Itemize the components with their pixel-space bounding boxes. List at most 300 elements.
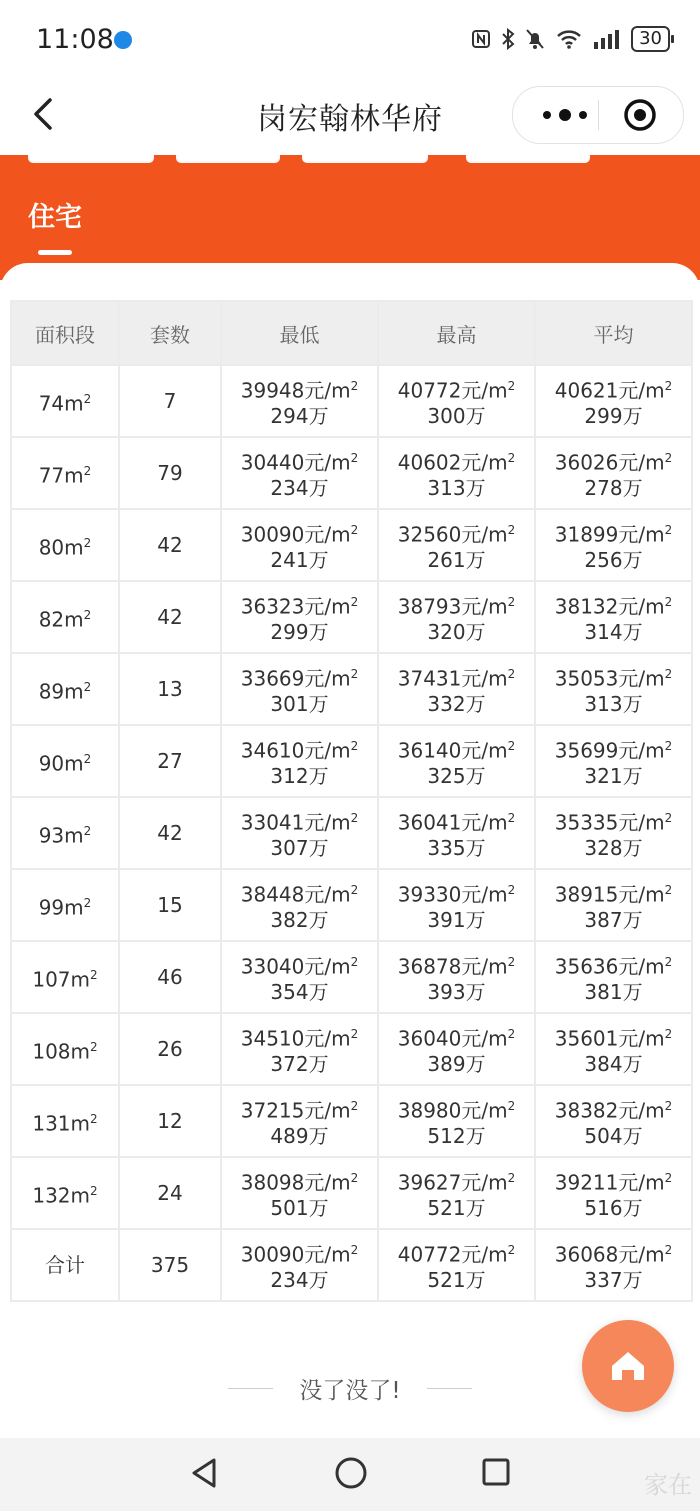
cell-high bbox=[378, 869, 535, 941]
total-price: 294万 bbox=[270, 404, 329, 429]
area-unit: m bbox=[64, 535, 84, 560]
unit-price bbox=[379, 445, 534, 476]
unit-exponent: 2 bbox=[664, 1026, 673, 1041]
cell-high bbox=[378, 437, 535, 509]
total-price: 382万 bbox=[270, 908, 329, 933]
cell-avg bbox=[535, 581, 692, 653]
unit-exponent: 2 bbox=[507, 450, 516, 465]
category-header bbox=[0, 155, 700, 280]
total-price: 241万 bbox=[270, 548, 329, 573]
unit-price bbox=[222, 1237, 377, 1268]
cell-area bbox=[11, 581, 119, 653]
unit-price bbox=[379, 1021, 534, 1052]
unit-price-value: 38132元/m bbox=[554, 594, 665, 619]
battery-indicator: 30 bbox=[631, 26, 670, 52]
header-lowest: 最低 bbox=[221, 301, 378, 365]
cell-avg bbox=[535, 365, 692, 437]
unit-price-value: 31899元/m bbox=[554, 522, 665, 547]
cell-area bbox=[11, 725, 119, 797]
capsule-divider bbox=[598, 100, 599, 130]
unit-price-value: 36068元/m bbox=[554, 1242, 665, 1267]
unit-exponent: 2 bbox=[664, 522, 673, 537]
area-unit: m bbox=[64, 751, 84, 776]
area-value: 80 bbox=[38, 535, 65, 560]
total-price: 512万 bbox=[427, 1124, 486, 1149]
unit-exponent: 2 bbox=[350, 1098, 359, 1113]
unit-price-value: 36041元/m bbox=[397, 810, 508, 835]
cell-high bbox=[378, 1229, 535, 1301]
unit-exponent: 2 bbox=[350, 954, 359, 969]
total-price: 299万 bbox=[584, 404, 643, 429]
area-unit-exponent: 2 bbox=[90, 1183, 98, 1198]
area-unit-exponent: 2 bbox=[83, 895, 92, 910]
unit-exponent: 2 bbox=[507, 666, 516, 681]
unit-price-value: 36026元/m bbox=[554, 450, 665, 475]
total-price: 300万 bbox=[427, 404, 486, 429]
cell-low bbox=[221, 869, 378, 941]
target-icon[interactable] bbox=[623, 98, 657, 132]
total-price: 234万 bbox=[270, 1268, 329, 1293]
unit-exponent: 2 bbox=[664, 738, 673, 753]
cell-low bbox=[221, 797, 378, 869]
cell-avg bbox=[535, 509, 692, 581]
table-row bbox=[11, 941, 692, 1013]
unit-price-value: 35601元/m bbox=[554, 1026, 665, 1051]
unit-price-value: 35335元/m bbox=[554, 810, 665, 835]
cell-count: 15 bbox=[119, 869, 221, 941]
system-navigation-bar bbox=[0, 1438, 700, 1511]
unit-exponent: 2 bbox=[664, 1242, 673, 1257]
unit-price-value: 33040元/m bbox=[240, 954, 351, 979]
unit-price bbox=[536, 877, 691, 908]
unit-price-value: 35053元/m bbox=[554, 666, 665, 691]
unit-price-value: 37215元/m bbox=[240, 1098, 351, 1123]
cell-low bbox=[221, 1157, 378, 1229]
unit-exponent: 2 bbox=[350, 738, 359, 753]
table-row bbox=[11, 725, 692, 797]
unit-price-value: 32560元/m bbox=[397, 522, 508, 547]
unit-exponent: 2 bbox=[664, 594, 673, 609]
total-price: 372万 bbox=[270, 1052, 329, 1077]
header-average: 平均 bbox=[535, 301, 692, 365]
unit-price bbox=[536, 1021, 691, 1052]
unit-price bbox=[379, 661, 534, 692]
cell-avg bbox=[535, 437, 692, 509]
unit-price-value: 40602元/m bbox=[397, 450, 508, 475]
area-value: 90 bbox=[38, 751, 65, 776]
table-row bbox=[11, 1013, 692, 1085]
unit-price-value: 37431元/m bbox=[397, 666, 508, 691]
total-price: 521万 bbox=[427, 1268, 486, 1293]
area-unit: m bbox=[64, 607, 84, 632]
total-price: 384万 bbox=[584, 1052, 643, 1077]
cell-high bbox=[378, 653, 535, 725]
unit-exponent: 2 bbox=[350, 1026, 359, 1041]
cell-area bbox=[11, 1085, 119, 1157]
area-value: 74 bbox=[38, 391, 65, 416]
table-row bbox=[11, 1085, 692, 1157]
cell-avg bbox=[535, 653, 692, 725]
unit-exponent: 2 bbox=[350, 1170, 359, 1185]
unit-price bbox=[379, 805, 534, 836]
unit-price bbox=[379, 589, 534, 620]
table-row bbox=[11, 581, 692, 653]
total-price: 337万 bbox=[584, 1268, 643, 1293]
table-row bbox=[11, 869, 692, 941]
cell-low bbox=[221, 653, 378, 725]
unit-price-value: 39211元/m bbox=[554, 1170, 665, 1195]
unit-price bbox=[536, 373, 691, 404]
unit-price bbox=[379, 373, 534, 404]
area-value: 77 bbox=[38, 463, 65, 488]
unit-exponent: 2 bbox=[350, 522, 359, 537]
unit-price-value: 39948元/m bbox=[240, 378, 351, 403]
unit-price bbox=[536, 1237, 691, 1268]
total-price: 501万 bbox=[270, 1196, 329, 1221]
cell-count: 26 bbox=[119, 1013, 221, 1085]
cell-count: 24 bbox=[119, 1157, 221, 1229]
area-unit-exponent: 2 bbox=[90, 1039, 98, 1054]
unit-price bbox=[379, 517, 534, 548]
unit-exponent: 2 bbox=[664, 666, 673, 681]
total-price: 393万 bbox=[427, 980, 486, 1005]
cell-avg bbox=[535, 1157, 692, 1229]
home-icon bbox=[582, 1320, 674, 1412]
unit-exponent: 2 bbox=[507, 1170, 516, 1185]
cell-area bbox=[11, 1229, 119, 1301]
unit-price-value: 33669元/m bbox=[240, 666, 351, 691]
bluetooth-icon bbox=[501, 28, 515, 50]
cell-high bbox=[378, 725, 535, 797]
unit-price bbox=[222, 877, 377, 908]
unit-price-value: 38098元/m bbox=[240, 1170, 351, 1195]
cell-count: 27 bbox=[119, 725, 221, 797]
unit-price-value: 38980元/m bbox=[397, 1098, 508, 1123]
filter-chip[interactable] bbox=[28, 155, 154, 163]
cell-count: 12 bbox=[119, 1085, 221, 1157]
cell-avg bbox=[535, 941, 692, 1013]
area-unit-exponent: 2 bbox=[83, 391, 92, 406]
unit-exponent: 2 bbox=[664, 378, 673, 393]
area-unit-exponent: 2 bbox=[83, 535, 92, 550]
cell-high bbox=[378, 365, 535, 437]
unit-price-value: 36878元/m bbox=[397, 954, 508, 979]
unit-price bbox=[222, 949, 377, 980]
unit-exponent: 2 bbox=[350, 810, 359, 825]
cell-low bbox=[221, 509, 378, 581]
header-highest: 最高 bbox=[378, 301, 535, 365]
total-price: 389万 bbox=[427, 1052, 486, 1077]
unit-price-value: 36040元/m bbox=[397, 1026, 508, 1051]
unit-price-value: 34610元/m bbox=[240, 738, 351, 763]
unit-exponent: 2 bbox=[507, 882, 516, 897]
cell-area bbox=[11, 1157, 119, 1229]
unit-price-value: 35699元/m bbox=[554, 738, 665, 763]
unit-price bbox=[222, 1021, 377, 1052]
area-value: 99 bbox=[38, 895, 65, 920]
price-table bbox=[10, 300, 693, 1302]
unit-price-value: 34510元/m bbox=[240, 1026, 351, 1051]
cell-high bbox=[378, 509, 535, 581]
unit-exponent: 2 bbox=[507, 738, 516, 753]
cell-avg bbox=[535, 1229, 692, 1301]
area-value: 93 bbox=[38, 823, 65, 848]
total-price: 332万 bbox=[427, 692, 486, 717]
home-button[interactable] bbox=[582, 1320, 674, 1412]
unit-price bbox=[222, 733, 377, 764]
cell-count: 46 bbox=[119, 941, 221, 1013]
total-price: 307万 bbox=[270, 836, 329, 861]
cell-area bbox=[11, 437, 119, 509]
cell-low bbox=[221, 1229, 378, 1301]
unit-price-value: 38915元/m bbox=[554, 882, 665, 907]
total-price: 516万 bbox=[584, 1196, 643, 1221]
unit-price bbox=[536, 589, 691, 620]
unit-price bbox=[222, 373, 377, 404]
cell-avg bbox=[535, 1013, 692, 1085]
tab-residential[interactable]: 住宅 bbox=[28, 202, 82, 233]
end-divider-right bbox=[427, 1388, 472, 1389]
cell-count: 42 bbox=[119, 509, 221, 581]
total-price: 391万 bbox=[427, 908, 486, 933]
nav-bar bbox=[0, 80, 700, 155]
total-price: 320万 bbox=[427, 620, 486, 645]
area-unit: m bbox=[64, 679, 84, 704]
total-price: 313万 bbox=[584, 692, 643, 717]
area-unit-exponent: 2 bbox=[83, 679, 92, 694]
area-unit: m bbox=[64, 391, 84, 416]
cell-high bbox=[378, 1085, 535, 1157]
unit-exponent: 2 bbox=[507, 954, 516, 969]
total-price: 328万 bbox=[584, 836, 643, 861]
wifi-icon bbox=[555, 28, 583, 50]
cell-area bbox=[11, 365, 119, 437]
watermark-logo: 家在 bbox=[644, 1471, 692, 1499]
unit-price-value: 40772元/m bbox=[397, 378, 508, 403]
area-unit: m bbox=[64, 823, 84, 848]
mini-program-capsule bbox=[512, 86, 684, 144]
cell-avg bbox=[535, 797, 692, 869]
area-unit: m bbox=[70, 1039, 91, 1064]
unit-exponent: 2 bbox=[664, 882, 673, 897]
cell-low bbox=[221, 581, 378, 653]
cell-high bbox=[378, 1013, 535, 1085]
unit-price bbox=[536, 1165, 691, 1196]
total-price: 278万 bbox=[584, 476, 643, 501]
unit-exponent: 2 bbox=[664, 1170, 673, 1185]
area-unit: m bbox=[70, 967, 91, 992]
cell-area bbox=[11, 869, 119, 941]
unit-price-value: 39330元/m bbox=[397, 882, 508, 907]
unit-exponent: 2 bbox=[664, 450, 673, 465]
total-price: 335万 bbox=[427, 836, 486, 861]
total-price: 313万 bbox=[427, 476, 486, 501]
nfc-icon bbox=[471, 29, 491, 49]
unit-price-value: 39627元/m bbox=[397, 1170, 508, 1195]
unit-exponent: 2 bbox=[350, 594, 359, 609]
total-price: 234万 bbox=[270, 476, 329, 501]
area-unit: m bbox=[64, 895, 84, 920]
area-unit-exponent: 2 bbox=[83, 607, 92, 622]
area-unit-exponent: 2 bbox=[83, 751, 92, 766]
area-unit-exponent: 2 bbox=[83, 463, 92, 478]
unit-price-value: 30440元/m bbox=[240, 450, 351, 475]
area-unit: m bbox=[70, 1111, 91, 1136]
total-price: 521万 bbox=[427, 1196, 486, 1221]
total-price: 256万 bbox=[584, 548, 643, 573]
more-dots-icon[interactable] bbox=[535, 105, 595, 125]
area-value: 108 bbox=[32, 1039, 71, 1064]
area-unit-exponent: 2 bbox=[90, 1111, 98, 1126]
unit-exponent: 2 bbox=[350, 666, 359, 681]
unit-price-value: 35636元/m bbox=[554, 954, 665, 979]
cell-count: 13 bbox=[119, 653, 221, 725]
unit-exponent: 2 bbox=[664, 954, 673, 969]
cell-low bbox=[221, 1085, 378, 1157]
unit-exponent: 2 bbox=[350, 378, 359, 393]
unit-price bbox=[222, 589, 377, 620]
end-of-list-text: 没了没了! bbox=[299, 1378, 401, 1404]
cell-low bbox=[221, 1013, 378, 1085]
home-circle-icon[interactable] bbox=[334, 1456, 368, 1490]
unit-exponent: 2 bbox=[507, 1098, 516, 1113]
unit-price bbox=[222, 1093, 377, 1124]
table-row bbox=[11, 797, 692, 869]
unit-price-value: 36323元/m bbox=[240, 594, 351, 619]
table-total-row bbox=[11, 1229, 692, 1301]
total-price: 354万 bbox=[270, 980, 329, 1005]
status-bar bbox=[0, 0, 700, 80]
header-count: 套数 bbox=[119, 301, 221, 365]
area-unit: m bbox=[70, 1183, 91, 1208]
area-value: 89 bbox=[38, 679, 65, 704]
table-row bbox=[11, 509, 692, 581]
app-notification-icon bbox=[114, 31, 132, 49]
unit-exponent: 2 bbox=[507, 810, 516, 825]
total-price: 314万 bbox=[584, 620, 643, 645]
unit-exponent: 2 bbox=[507, 594, 516, 609]
total-price: 387万 bbox=[584, 908, 643, 933]
cell-count: 7 bbox=[119, 365, 221, 437]
back-triangle-icon[interactable] bbox=[188, 1456, 220, 1490]
cell-high bbox=[378, 797, 535, 869]
area-value: 82 bbox=[38, 607, 65, 632]
cell-avg bbox=[535, 1085, 692, 1157]
tab-active-indicator bbox=[38, 250, 72, 255]
unit-price-value: 36140元/m bbox=[397, 738, 508, 763]
unit-price bbox=[536, 661, 691, 692]
filter-chip[interactable] bbox=[176, 155, 280, 163]
cell-high bbox=[378, 581, 535, 653]
unit-price bbox=[536, 1093, 691, 1124]
area-unit: m bbox=[64, 463, 84, 488]
header-area: 面积段 bbox=[11, 301, 119, 365]
unit-price-value: 40772元/m bbox=[397, 1242, 508, 1267]
unit-price-value: 30090元/m bbox=[240, 1242, 351, 1267]
unit-price bbox=[222, 517, 377, 548]
table-row bbox=[11, 365, 692, 437]
unit-price bbox=[222, 445, 377, 476]
unit-price-value: 33041元/m bbox=[240, 810, 351, 835]
filter-chip[interactable] bbox=[466, 155, 590, 163]
area-value: 107 bbox=[32, 967, 71, 992]
unit-exponent: 2 bbox=[350, 450, 359, 465]
unit-exponent: 2 bbox=[664, 810, 673, 825]
total-price: 504万 bbox=[584, 1124, 643, 1149]
cell-area bbox=[11, 653, 119, 725]
unit-price bbox=[379, 733, 534, 764]
unit-price-value: 38793元/m bbox=[397, 594, 508, 619]
unit-price bbox=[536, 733, 691, 764]
page-title: 岗宏翰林华府 bbox=[257, 102, 443, 137]
unit-price-value: 38382元/m bbox=[554, 1098, 665, 1123]
unit-price bbox=[536, 949, 691, 980]
total-price: 321万 bbox=[584, 764, 643, 789]
total-price: 312万 bbox=[270, 764, 329, 789]
area-unit-exponent: 2 bbox=[83, 823, 92, 838]
total-price: 489万 bbox=[270, 1124, 329, 1149]
table-row bbox=[11, 653, 692, 725]
cell-area bbox=[11, 509, 119, 581]
cell-avg bbox=[535, 869, 692, 941]
cell-low bbox=[221, 941, 378, 1013]
unit-exponent: 2 bbox=[507, 522, 516, 537]
unit-price-value: 38448元/m bbox=[240, 882, 351, 907]
area-value: 131 bbox=[32, 1111, 71, 1136]
unit-price bbox=[379, 877, 534, 908]
area-value: 132 bbox=[32, 1183, 71, 1208]
total-price: 381万 bbox=[584, 980, 643, 1005]
total-price: 299万 bbox=[270, 620, 329, 645]
table-header-row bbox=[11, 301, 692, 365]
unit-price-value: 30090元/m bbox=[240, 522, 351, 547]
unit-price bbox=[379, 949, 534, 980]
mute-icon bbox=[525, 28, 545, 50]
unit-price bbox=[222, 1165, 377, 1196]
unit-exponent: 2 bbox=[507, 378, 516, 393]
unit-price bbox=[536, 517, 691, 548]
cell-low bbox=[221, 725, 378, 797]
area-value: 合计 bbox=[45, 1253, 85, 1277]
cell-count: 79 bbox=[119, 437, 221, 509]
unit-price bbox=[536, 805, 691, 836]
area-unit-exponent: 2 bbox=[90, 967, 98, 982]
status-icons bbox=[471, 26, 670, 52]
unit-price bbox=[222, 661, 377, 692]
unit-price bbox=[379, 1237, 534, 1268]
unit-price bbox=[379, 1093, 534, 1124]
cell-area bbox=[11, 797, 119, 869]
cell-count: 42 bbox=[119, 797, 221, 869]
cell-high bbox=[378, 941, 535, 1013]
cell-low bbox=[221, 437, 378, 509]
unit-exponent: 2 bbox=[664, 1098, 673, 1113]
unit-price bbox=[536, 445, 691, 476]
signal-icon bbox=[593, 28, 621, 50]
table-row bbox=[11, 437, 692, 509]
status-time: 11:08 bbox=[36, 24, 114, 55]
cell-count: 375 bbox=[119, 1229, 221, 1301]
cell-high bbox=[378, 1157, 535, 1229]
cell-count: 42 bbox=[119, 581, 221, 653]
cell-avg bbox=[535, 725, 692, 797]
cell-area bbox=[11, 1013, 119, 1085]
total-price: 325万 bbox=[427, 764, 486, 789]
filter-chip[interactable] bbox=[302, 155, 428, 163]
recents-square-icon[interactable] bbox=[481, 1457, 511, 1487]
unit-exponent: 2 bbox=[350, 882, 359, 897]
unit-price-value: 40621元/m bbox=[554, 378, 665, 403]
